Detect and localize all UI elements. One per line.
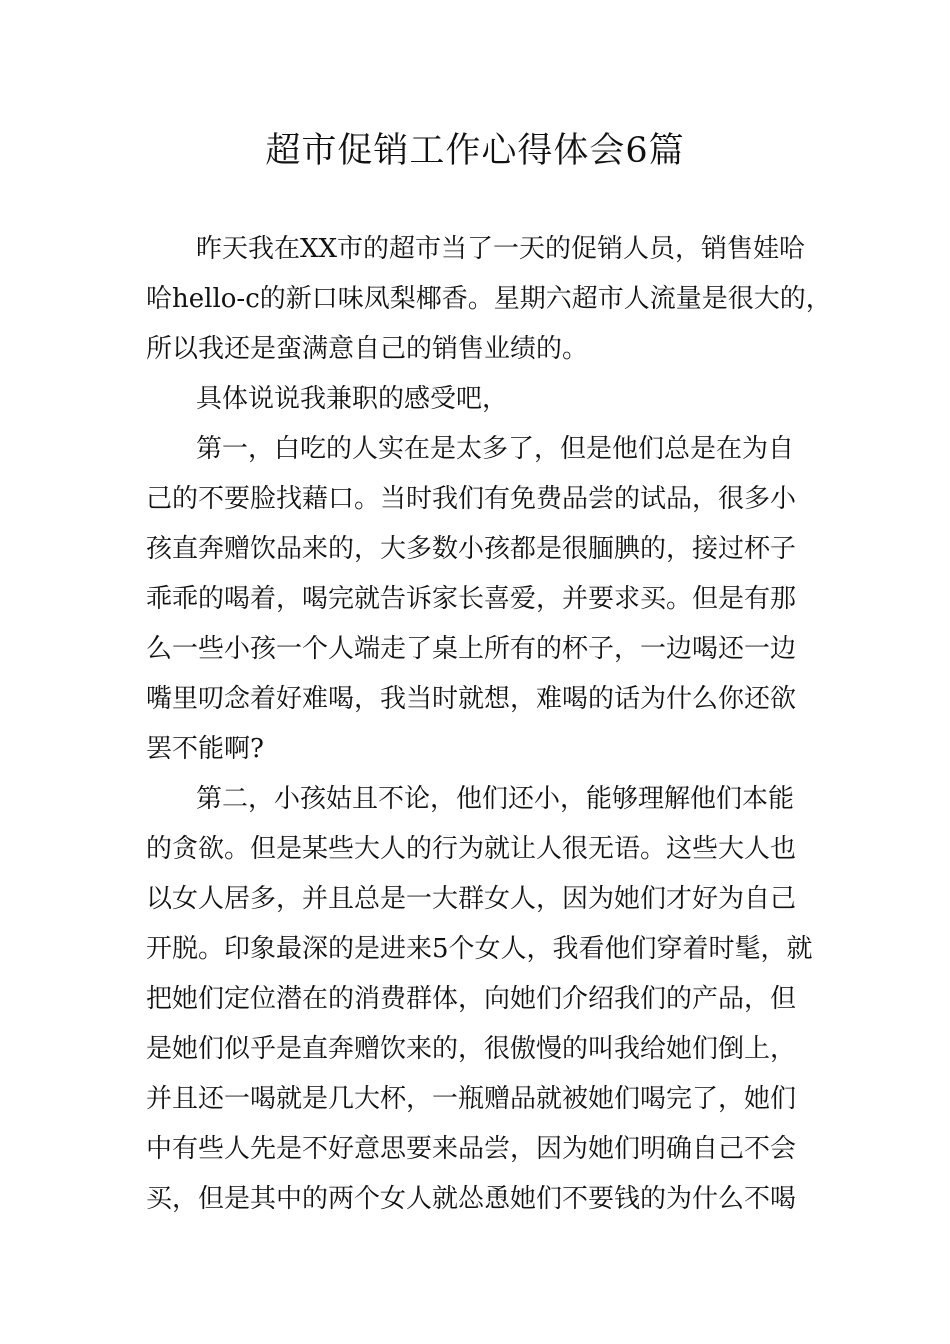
paragraph-4-line-3: 以女人居多，并且总是一大群女人，因为她们才好为自己	[146, 884, 797, 914]
paragraph-4-line-8: 中有些人先是不好意思要来品尝，因为她们明确自己不会	[146, 1134, 797, 1164]
paragraph-4-line-6: 是她们似乎是直奔赠饮来的，很傲慢的叫我给她们倒上，	[146, 1034, 797, 1064]
paragraph-4-line-1: 第二，小孩姑且不论，他们还小，能够理解他们本能	[196, 784, 795, 814]
paragraph-3-line-1: 第一，白吃的人实在是太多了，但是他们总是在为自	[196, 434, 795, 464]
paragraph-3-line-6: 嘴里叨念着好难喝，我当时就想，难喝的话为什么你还欲	[146, 684, 797, 714]
paragraph-3-line-4: 乖乖的喝着，喝完就告诉家长喜爱，并要求买。但是有那	[146, 584, 797, 614]
paragraph-3-line-5: 么一些小孩一个人端走了桌上所有的杯子，一边喝还一边	[146, 634, 797, 664]
paragraph-3-line-7: 罢不能啊?	[146, 734, 264, 764]
paragraph-4-line-9: 买，但是其中的两个女人就怂恿她们不要钱的为什么不喝	[146, 1184, 797, 1214]
paragraph-1-line-1: 昨天我在XX市的超市当了一天的促销人员，销售娃哈	[196, 234, 806, 264]
paragraph-4-line-2: 的贪欲。但是某些大人的行为就让人很无语。这些大人也	[146, 834, 797, 864]
document-title: 超市促销工作心得体会6篇	[265, 131, 685, 171]
paragraph-1-line-3: 所以我还是蛮满意自己的销售业绩的。	[146, 334, 589, 364]
paragraph-3-line-2: 己的不要脸找藉口。当时我们有免费品尝的试品，很多小	[146, 484, 797, 514]
paragraph-4-line-7: 并且还一喝就是几大杯，一瓶赠品就被她们喝完了，她们	[146, 1084, 797, 1114]
paragraph-2-line-1: 具体说说我兼职的感受吧，	[196, 384, 509, 414]
paragraph-4-line-5: 把她们定位潜在的消费群体，向她们介绍我们的产品，但	[146, 984, 797, 1014]
paragraph-3-line-3: 孩直奔赠饮品来的，大多数小孩都是很腼腆的，接过杯子	[146, 534, 797, 564]
paragraph-4-line-4: 开脱。印象最深的是进来5个女人，我看他们穿着时髦，就	[146, 934, 813, 964]
paragraph-1-line-2: 哈hello-c的新口味凤梨椰香。星期六超市人流量是很大的，	[146, 284, 832, 314]
